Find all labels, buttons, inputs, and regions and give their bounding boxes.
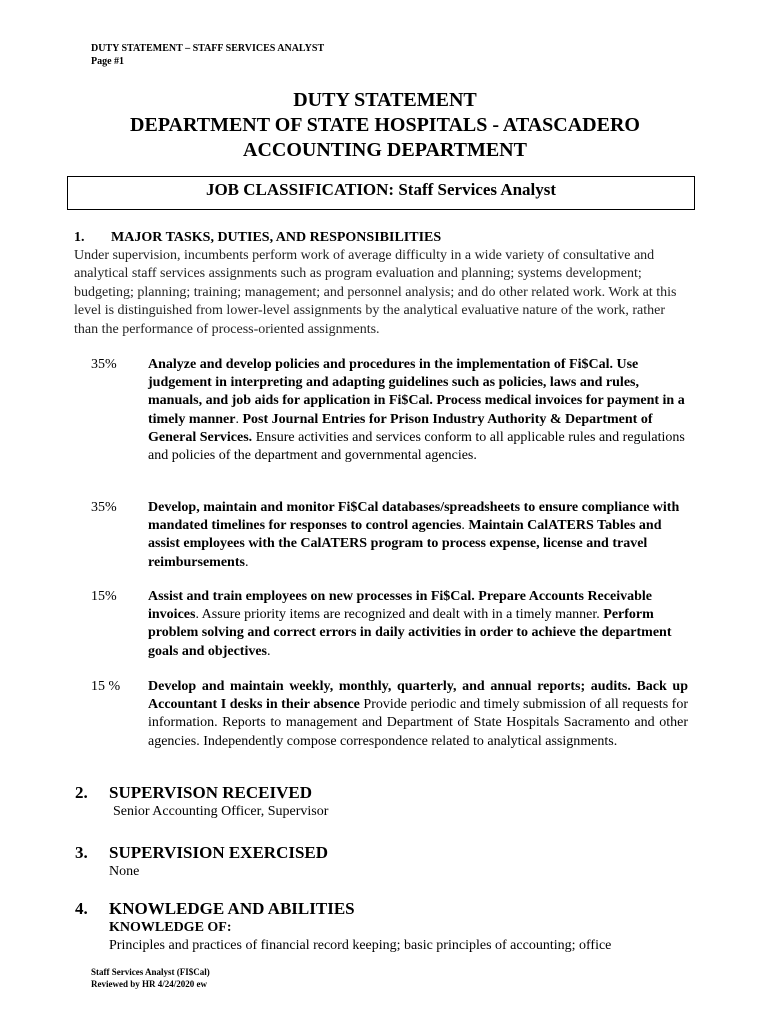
title-line-3: ACCOUNTING DEPARTMENT bbox=[243, 139, 527, 161]
task-text: . bbox=[267, 643, 271, 659]
job-classification: JOB CLASSIFICATION: Staff Services Analyst bbox=[205, 180, 557, 199]
section-number: 4. bbox=[75, 899, 88, 918]
section-number: 2. bbox=[75, 783, 88, 802]
title-line-1: DUTY STATEMENT bbox=[293, 89, 477, 111]
section-title: MAJOR TASKS, DUTIES, AND RESPONSIBILITIES bbox=[111, 230, 442, 245]
task-text: Provide periodic and timely submission of all requests for information. Reports to management and Department of State Hospitals Sacramento and other agencies. Independently compose correspondence related to analytical assignments. bbox=[148, 697, 688, 749]
section-4-heading bbox=[75, 899, 355, 919]
document-title bbox=[0, 88, 770, 163]
section-number: 3. bbox=[75, 843, 88, 862]
task-bold-text: Perform problem solving and correct errors in daily activities in order to achieve the department goals and objectives bbox=[148, 607, 672, 659]
section-3-text: None bbox=[109, 864, 140, 879]
section-title: SUPERVISON RECEIVED bbox=[109, 783, 312, 802]
footer-line-1: Staff Services Analyst (FI$Cal) bbox=[91, 967, 210, 977]
task-text: . bbox=[235, 411, 243, 427]
task-description bbox=[148, 678, 688, 751]
task-description bbox=[148, 588, 688, 661]
task-percent: 35% bbox=[91, 500, 117, 515]
task-bold-text: Assist and train employees on new processes in Fi$Cal. Prepare Accounts Receivable invoices bbox=[148, 589, 652, 623]
section-2-text: Senior Accounting Officer, Supervisor bbox=[113, 804, 329, 819]
task-bold-text: Post Journal Entries for Prison Industry Authority & Department of General Services. bbox=[148, 411, 653, 445]
task-description bbox=[148, 499, 688, 572]
task-text: . Assure priority items are recognized and dealt with in a timely manner. bbox=[195, 607, 604, 623]
page-number: Page #1 bbox=[91, 56, 125, 67]
title-line-2: DEPARTMENT OF STATE HOSPITALS - ATASCADERO bbox=[130, 114, 640, 136]
page-footer bbox=[91, 966, 210, 990]
section-3-heading bbox=[75, 843, 328, 863]
section-4-subheading: KNOWLEDGE OF: bbox=[109, 920, 232, 935]
section-1-intro: Under supervision, incumbents perform work of average difficulty in a wide variety of consultative and analytical staff services assignments such as program evaluation and planning; systems development; budgeting; planning; training; management; and personnel analysis; and do other related work. Work at this level is distinguished from lower-level assignments by the analytical evaluative nature of the work, rather than the performance of process-oriented assignments. bbox=[74, 248, 677, 337]
header-title: DUTY STATEMENT – STAFF SERVICES ANALYST bbox=[91, 43, 325, 54]
footer-line-2: Reviewed by HR 4/24/2020 ew bbox=[91, 979, 207, 989]
section-title: SUPERVISION EXERCISED bbox=[109, 843, 329, 862]
task-percent: 15% bbox=[91, 589, 117, 604]
task-bold-text: Analyze and develop policies and procedures in the implementation of Fi$Cal. Use judgement in interpreting and adapting guidelines such as policies, laws and rules, manuals, and job aids for application in Fi$Cal. Process medical invoices for payment in a timely manner bbox=[148, 357, 685, 427]
task-text: . bbox=[461, 518, 469, 534]
task-percent: 15 % bbox=[91, 679, 121, 694]
page-header bbox=[91, 42, 324, 68]
task-bold-text: Develop and maintain weekly, monthly, quarterly, and annual reports; audits. Back up Accountant I desks in their absence bbox=[148, 679, 688, 713]
section-number: 1. bbox=[74, 230, 85, 245]
task-percent: 35% bbox=[91, 357, 117, 372]
task-bold-text: Develop, maintain and monitor Fi$Cal databases/spreadsheets to ensure compliance with mandated timelines for responses to control agencies bbox=[148, 500, 680, 534]
task-text: Ensure activities and services conform to all applicable rules and regulations and policies of the department and governmental agencies. bbox=[148, 429, 685, 464]
section-4-text: Principles and practices of financial record keeping; basic principles of accounting; office bbox=[109, 938, 612, 953]
section-2-heading bbox=[75, 783, 312, 803]
task-description bbox=[148, 356, 688, 465]
task-bold-text: Maintain CalATERS Tables and assist employees with the CalATERS program to process expense, license and travel reimbursements bbox=[148, 518, 662, 570]
section-title: KNOWLEDGE AND ABILITIES bbox=[109, 899, 355, 918]
task-text: . bbox=[244, 554, 249, 570]
section-1-heading bbox=[74, 230, 441, 246]
job-classification-box bbox=[67, 176, 695, 210]
